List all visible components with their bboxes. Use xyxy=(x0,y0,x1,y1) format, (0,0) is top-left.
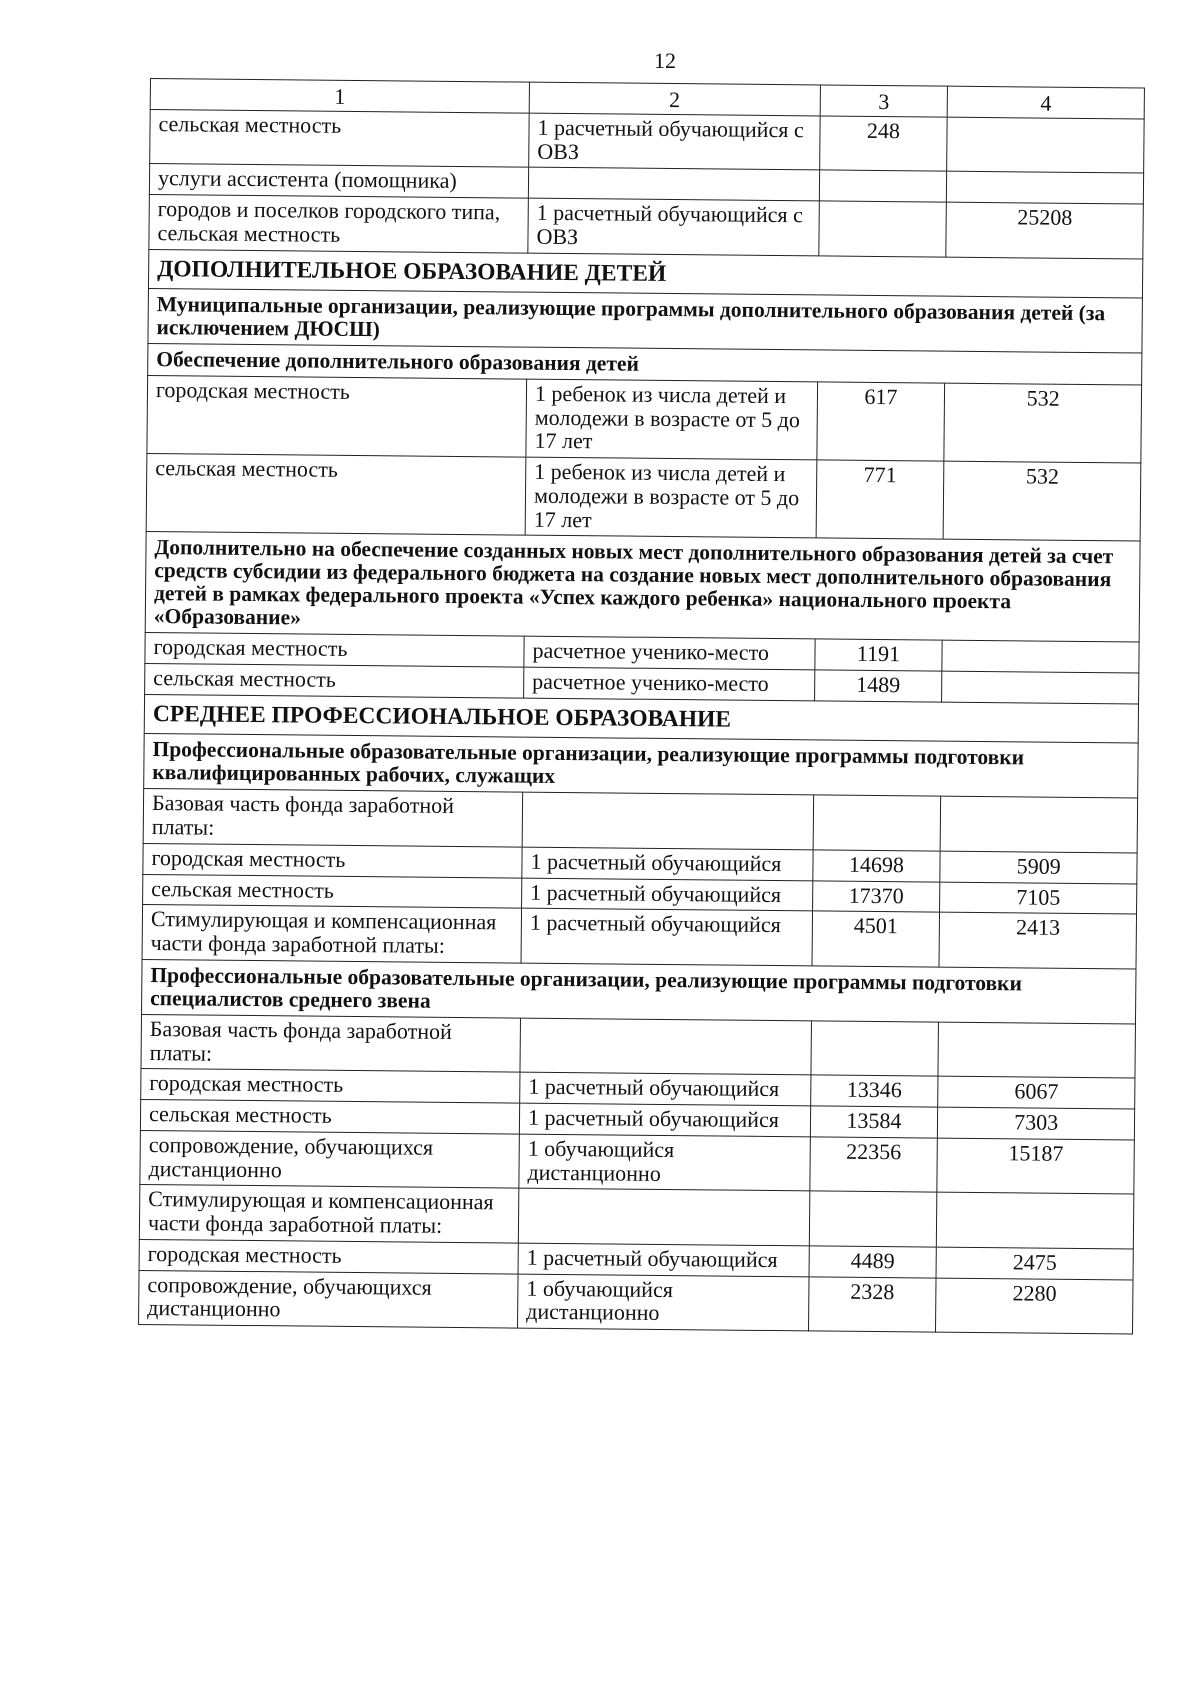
value-cell xyxy=(942,641,1139,674)
value-cell: 25208 xyxy=(946,202,1143,258)
value-cell: 7105 xyxy=(940,882,1137,915)
value-cell xyxy=(937,1192,1134,1248)
table-row xyxy=(147,375,1142,463)
unit-cell: 1 обучающийся дистанционно xyxy=(519,1134,810,1191)
unit-cell xyxy=(522,792,813,849)
subsection-heading-row xyxy=(142,959,1136,1024)
category-cell: сельская местность xyxy=(146,454,526,536)
value-cell xyxy=(947,117,1144,173)
value-cell: 2280 xyxy=(936,1278,1133,1334)
section-heading: СРЕДНЕЕ ПРОФЕССИОНАЛЬНОЕ ОБРАЗОВАНИЕ xyxy=(144,694,1138,743)
unit-cell: 1 ребенок из числа детей и молодежи в возрасте от 5 до 17 лет xyxy=(526,379,817,460)
value-cell xyxy=(811,1021,939,1077)
table-row xyxy=(142,905,1136,969)
subsection-heading-row xyxy=(145,532,1140,643)
value-cell: 4501 xyxy=(812,911,940,967)
value-cell: 5909 xyxy=(940,851,1137,884)
unit-cell: 1 ребенок из числа детей и молодежи в возрасте от 5 до 17 лет xyxy=(525,457,816,538)
value-cell: 1489 xyxy=(814,670,942,702)
value-cell: 2413 xyxy=(939,912,1136,968)
category-cell: сельская местность xyxy=(150,109,530,167)
value-cell: 22356 xyxy=(809,1137,937,1193)
category-cell: сопровождение, обучающихся дистанционно xyxy=(139,1270,519,1328)
unit-cell: 1 расчетный обучающийся xyxy=(520,1072,811,1106)
value-cell xyxy=(813,795,941,851)
unit-cell xyxy=(528,167,819,201)
column-header: 1 xyxy=(150,79,529,113)
category-cell: сельская местность xyxy=(143,874,522,908)
table-row xyxy=(150,109,1144,173)
category-cell: сельская местность xyxy=(145,664,524,698)
value-cell xyxy=(818,201,946,257)
table-row xyxy=(143,789,1137,853)
value-cell: 15187 xyxy=(937,1138,1134,1194)
value-cell: 771 xyxy=(816,460,945,539)
category-cell: городская местность xyxy=(145,633,524,667)
table-row xyxy=(140,1130,1134,1194)
value-cell: 617 xyxy=(816,382,945,461)
value-cell: 13584 xyxy=(810,1106,938,1138)
category-cell: городская местность xyxy=(147,375,527,457)
unit-cell: 1 расчетный обучающийся xyxy=(521,908,812,965)
category-cell: Стимулирующая и компенсационная части фонда заработной платы: xyxy=(142,905,522,963)
column-header: 4 xyxy=(948,86,1145,119)
value-cell: 4489 xyxy=(809,1246,937,1278)
column-header: 2 xyxy=(529,82,820,116)
unit-cell: 1 обучающийся дистанционно xyxy=(518,1274,809,1331)
value-cell: 2475 xyxy=(936,1247,1133,1280)
category-cell: услуги ассистента (помощника) xyxy=(149,164,528,198)
unit-cell: 1 расчетный обучающийся с ОВЗ xyxy=(529,113,820,170)
subsection-heading-row xyxy=(148,288,1142,353)
subsection-heading: Дополнительно на обеспечение созданных новых мест дополнительного образования детей за счет средств субсидии из федерального бюджета на создание новых мест дополнительного образования детей в рамках федерального проекта «Успех каждого ребенка» национального проекта «Образование» xyxy=(145,532,1140,643)
value-cell xyxy=(942,671,1139,704)
value-cell: 2328 xyxy=(808,1276,936,1332)
column-header: 3 xyxy=(820,85,948,117)
unit-cell xyxy=(520,1018,811,1075)
value-cell: 13346 xyxy=(810,1075,938,1107)
category-cell: сопровождение, обучающихся дистанционно xyxy=(140,1130,520,1188)
category-cell: Базовая часть фонда заработной платы: xyxy=(141,1014,521,1072)
value-cell xyxy=(819,170,947,202)
value-cell: 532 xyxy=(943,461,1140,541)
category-cell: сельская местность xyxy=(140,1099,519,1133)
unit-cell: 1 расчетный обучающийся xyxy=(518,1243,809,1277)
unit-cell: 1 расчетный обучающийся xyxy=(522,847,813,881)
value-cell: 532 xyxy=(944,383,1141,463)
category-cell: городская местность xyxy=(141,1069,520,1103)
category-cell: Базовая часть фонда заработной платы: xyxy=(143,789,523,847)
value-cell: 7303 xyxy=(938,1107,1135,1140)
norms-table xyxy=(138,78,1145,1334)
subsection-heading: Профессиональные образовательные организации, реализующие программы подготовки квалифицированных рабочих, служащих xyxy=(144,734,1138,799)
value-cell: 17370 xyxy=(812,880,940,912)
value-cell xyxy=(809,1191,937,1247)
value-cell xyxy=(947,171,1144,204)
unit-cell: расчетное ученико-место xyxy=(524,667,815,701)
category-cell: Стимулирующая и компенсационная части фонда заработной платы: xyxy=(139,1185,519,1243)
subsection-heading: Обеспечение дополнительного образования детей xyxy=(148,343,1142,385)
unit-cell: 1 расчетный обучающийся xyxy=(522,878,813,912)
page-number: 12 xyxy=(654,48,676,73)
section-heading: ДОПОЛНИТЕЛЬНОЕ ОБРАЗОВАНИЕ ДЕТЕЙ xyxy=(148,249,1142,298)
subsection-heading: Муниципальные организации, реализующие программы дополнительного образования детей (за исключением ДЮСШ) xyxy=(148,288,1142,353)
subsection-heading-row xyxy=(144,734,1138,799)
value-cell xyxy=(940,796,1137,852)
value-cell: 1191 xyxy=(814,639,942,671)
table-row xyxy=(141,1014,1135,1078)
unit-cell: расчетное ученико-место xyxy=(524,636,815,670)
unit-cell: 1 расчетный обучающийся с ОВЗ xyxy=(528,198,819,255)
table-row xyxy=(139,1270,1133,1334)
value-cell: 14698 xyxy=(812,850,940,882)
value-cell xyxy=(938,1022,1135,1078)
table-row xyxy=(149,194,1143,258)
table-row xyxy=(139,1185,1133,1249)
category-cell: городов и поселков городского типа, сельская местность xyxy=(149,194,529,252)
value-cell: 6067 xyxy=(938,1076,1135,1109)
unit-cell xyxy=(518,1188,809,1245)
category-cell: городская местность xyxy=(139,1239,518,1273)
value-cell: 248 xyxy=(819,116,947,172)
category-cell: городская местность xyxy=(143,843,522,877)
table-row xyxy=(146,454,1141,542)
subsection-heading: Профессиональные образовательные организации, реализующие программы подготовки специалистов среднего звена xyxy=(142,959,1136,1024)
unit-cell: 1 расчетный обучающийся xyxy=(519,1103,810,1137)
